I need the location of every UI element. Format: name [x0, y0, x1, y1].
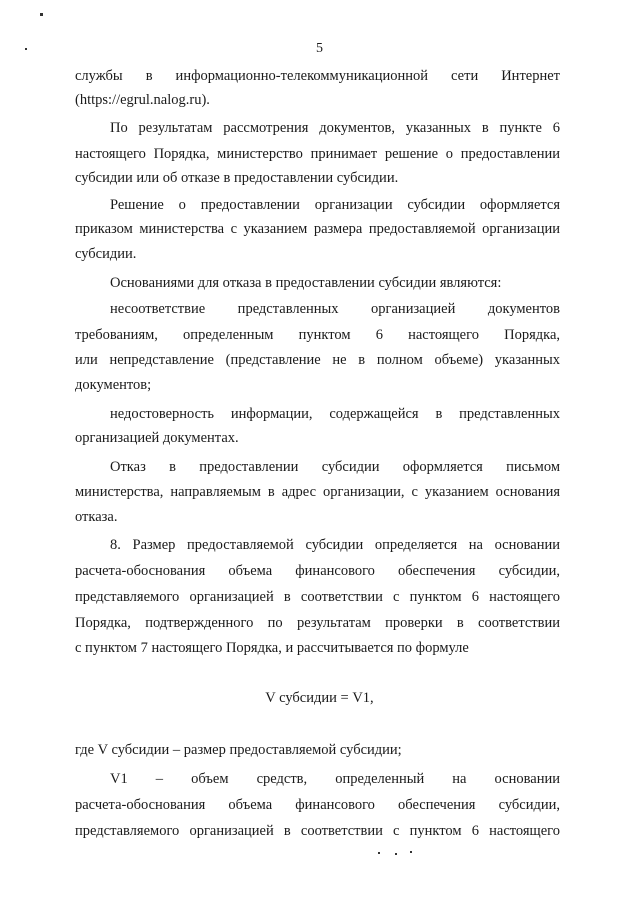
text-line: настоящего Порядка, министерство принимает решение о предоставлении — [75, 146, 560, 162]
text-line: расчета-обоснования объема финансового обеспечения субсидии, — [75, 563, 560, 579]
text-line: Основаниями для отказа в предоставлении субсидии являются: — [110, 275, 502, 291]
text-line: недостоверность информации, содержащейся в представленных — [110, 406, 560, 422]
text-line: представляемого организацией в соответствии с пунктом 6 настоящего — [75, 589, 560, 605]
text-line: субсидии. — [75, 246, 137, 262]
text-line: организацией документах. — [75, 430, 239, 446]
text-line: требованиям, определенным пунктом 6 настоящего Порядка, — [75, 327, 560, 343]
text-line: 8. Размер предоставляемой субсидии определяется на основании — [110, 537, 560, 553]
text-line: субсидии или об отказе в предоставлении субсидии. — [75, 170, 399, 186]
scan-mark — [395, 853, 397, 855]
scan-mark — [40, 13, 43, 16]
text-line: с пунктом 7 настоящего Порядка, и рассчитывается по формуле — [75, 640, 469, 656]
scan-mark — [410, 851, 412, 853]
text-line: Решение о предоставлении организации субсидии оформляется — [110, 197, 560, 213]
text-line: службы в информационно-телекоммуникационной сети Интернет — [75, 68, 560, 84]
page-number: 5 — [316, 41, 323, 56]
text-line: расчета-обоснования объема финансового обеспечения субсидии, — [75, 797, 560, 813]
scan-mark — [378, 852, 380, 854]
text-line: документов; — [75, 377, 152, 393]
text-line: приказом министерства с указанием размера предоставляемой организации — [75, 221, 560, 237]
text-line: Отказ в предоставлении субсидии оформляется письмом — [110, 459, 560, 475]
text-line: V1 – объем средств, определенный на основании — [110, 771, 560, 787]
text-line: (https://egrul.nalog.ru). — [75, 92, 210, 108]
text-line: По результатам рассмотрения документов, указанных в пункте 6 — [110, 120, 560, 136]
text-line: где V субсидии – размер предоставляемой субсидии; — [75, 742, 402, 758]
text-line: министерства, направляемым в адрес организации, с указанием основания — [75, 484, 560, 500]
text-line: представляемого организацией в соответствии с пунктом 6 настоящего — [75, 823, 560, 839]
text-line: несоответствие представленных организацией документов — [110, 301, 560, 317]
text-line: Порядка, подтвержденного по результатам проверки в соответствии — [75, 615, 560, 631]
text-line: отказа. — [75, 509, 118, 525]
formula: V субсидии = V1, — [265, 690, 374, 706]
text-line: или непредставление (представление не в полном объеме) указанных — [75, 352, 560, 368]
